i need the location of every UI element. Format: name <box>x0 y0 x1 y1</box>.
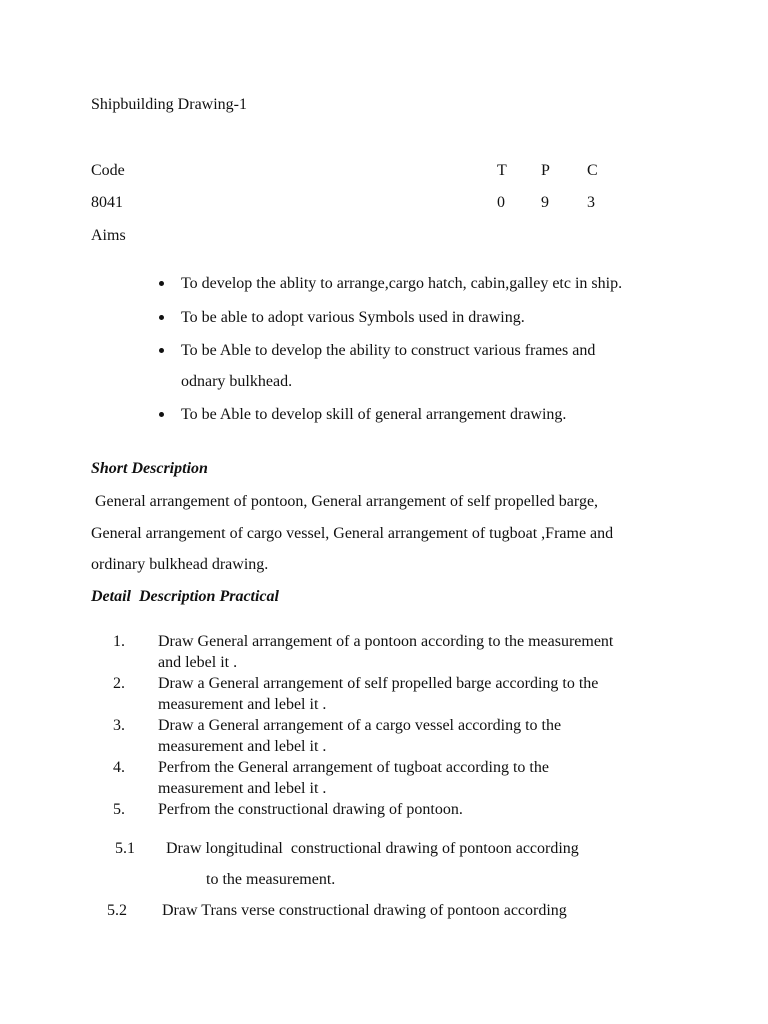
detail-item-4-line-2: measurement and lebel it . <box>158 780 327 797</box>
detail-item-number: 2. <box>113 675 125 692</box>
detail-subitem-number: 5.2 <box>107 902 127 919</box>
document-title: Shipbuilding Drawing-1 <box>91 96 247 113</box>
code-value: 8041 <box>91 194 123 211</box>
c-header: C <box>587 162 598 179</box>
t-value: 0 <box>497 194 505 211</box>
detail-item-2-line-1: Draw a General arrangement of self propelled barge according to the <box>158 675 599 692</box>
p-value: 9 <box>541 194 549 211</box>
detail-item-4-line-1: Perfrom the General arrangement of tugboat according to the <box>158 759 549 776</box>
bullet-icon <box>159 348 164 353</box>
t-header: T <box>497 162 507 179</box>
aim-item-2: To be able to adopt various Symbols used in drawing. <box>181 309 525 326</box>
code-header: Code <box>91 162 125 179</box>
c-value: 3 <box>587 194 595 211</box>
short-description-line-1: General arrangement of pontoon, General arrangement of self propelled barge, <box>91 493 599 510</box>
p-header: P <box>541 162 550 179</box>
detail-item-2-line-2: measurement and lebel it . <box>158 696 327 713</box>
bullet-icon <box>159 412 164 417</box>
detail-description-heading: Detail Description Practical <box>91 588 279 605</box>
detail-subitem-5-1-line-2: to the measurement. <box>206 871 336 888</box>
bullet-icon <box>159 281 164 286</box>
detail-item-5-line-1: Perfrom the constructional drawing of pontoon. <box>158 801 463 818</box>
detail-subitem-5-1-line-1: Draw longitudinal constructional drawing of pontoon according <box>166 840 579 857</box>
detail-item-3-line-2: measurement and lebel it . <box>158 738 327 755</box>
detail-subitem-5-2-line-1: Draw Trans verse constructional drawing of pontoon according <box>162 902 567 919</box>
detail-item-3-line-1: Draw a General arrangement of a cargo vessel according to the <box>158 717 562 734</box>
detail-item-number: 1. <box>113 633 125 650</box>
aims-heading: Aims <box>91 227 126 244</box>
detail-item-1-line-1: Draw General arrangement of a pontoon according to the measurement <box>158 633 614 650</box>
short-description-line-3: ordinary bulkhead drawing. <box>91 556 269 573</box>
aim-item-3-cont: odnary bulkhead. <box>181 373 293 390</box>
short-description-heading: Short Description <box>91 460 208 477</box>
aim-item-1: To develop the ablity to arrange,cargo hatch, cabin,galley etc in ship. <box>181 275 623 292</box>
short-description-line-2: General arrangement of cargo vessel, General arrangement of tugboat ,Frame and <box>91 525 614 542</box>
detail-item-1-line-2: and lebel it . <box>158 654 238 671</box>
detail-item-number: 3. <box>113 717 125 734</box>
aim-item-4: To be Able to develop skill of general arrangement drawing. <box>181 406 567 423</box>
detail-subitem-number: 5.1 <box>115 840 135 857</box>
detail-item-number: 5. <box>113 801 125 818</box>
bullet-icon <box>159 315 164 320</box>
aim-item-3: To be Able to develop the ability to construct various frames and <box>181 342 596 359</box>
detail-item-number: 4. <box>113 759 125 776</box>
